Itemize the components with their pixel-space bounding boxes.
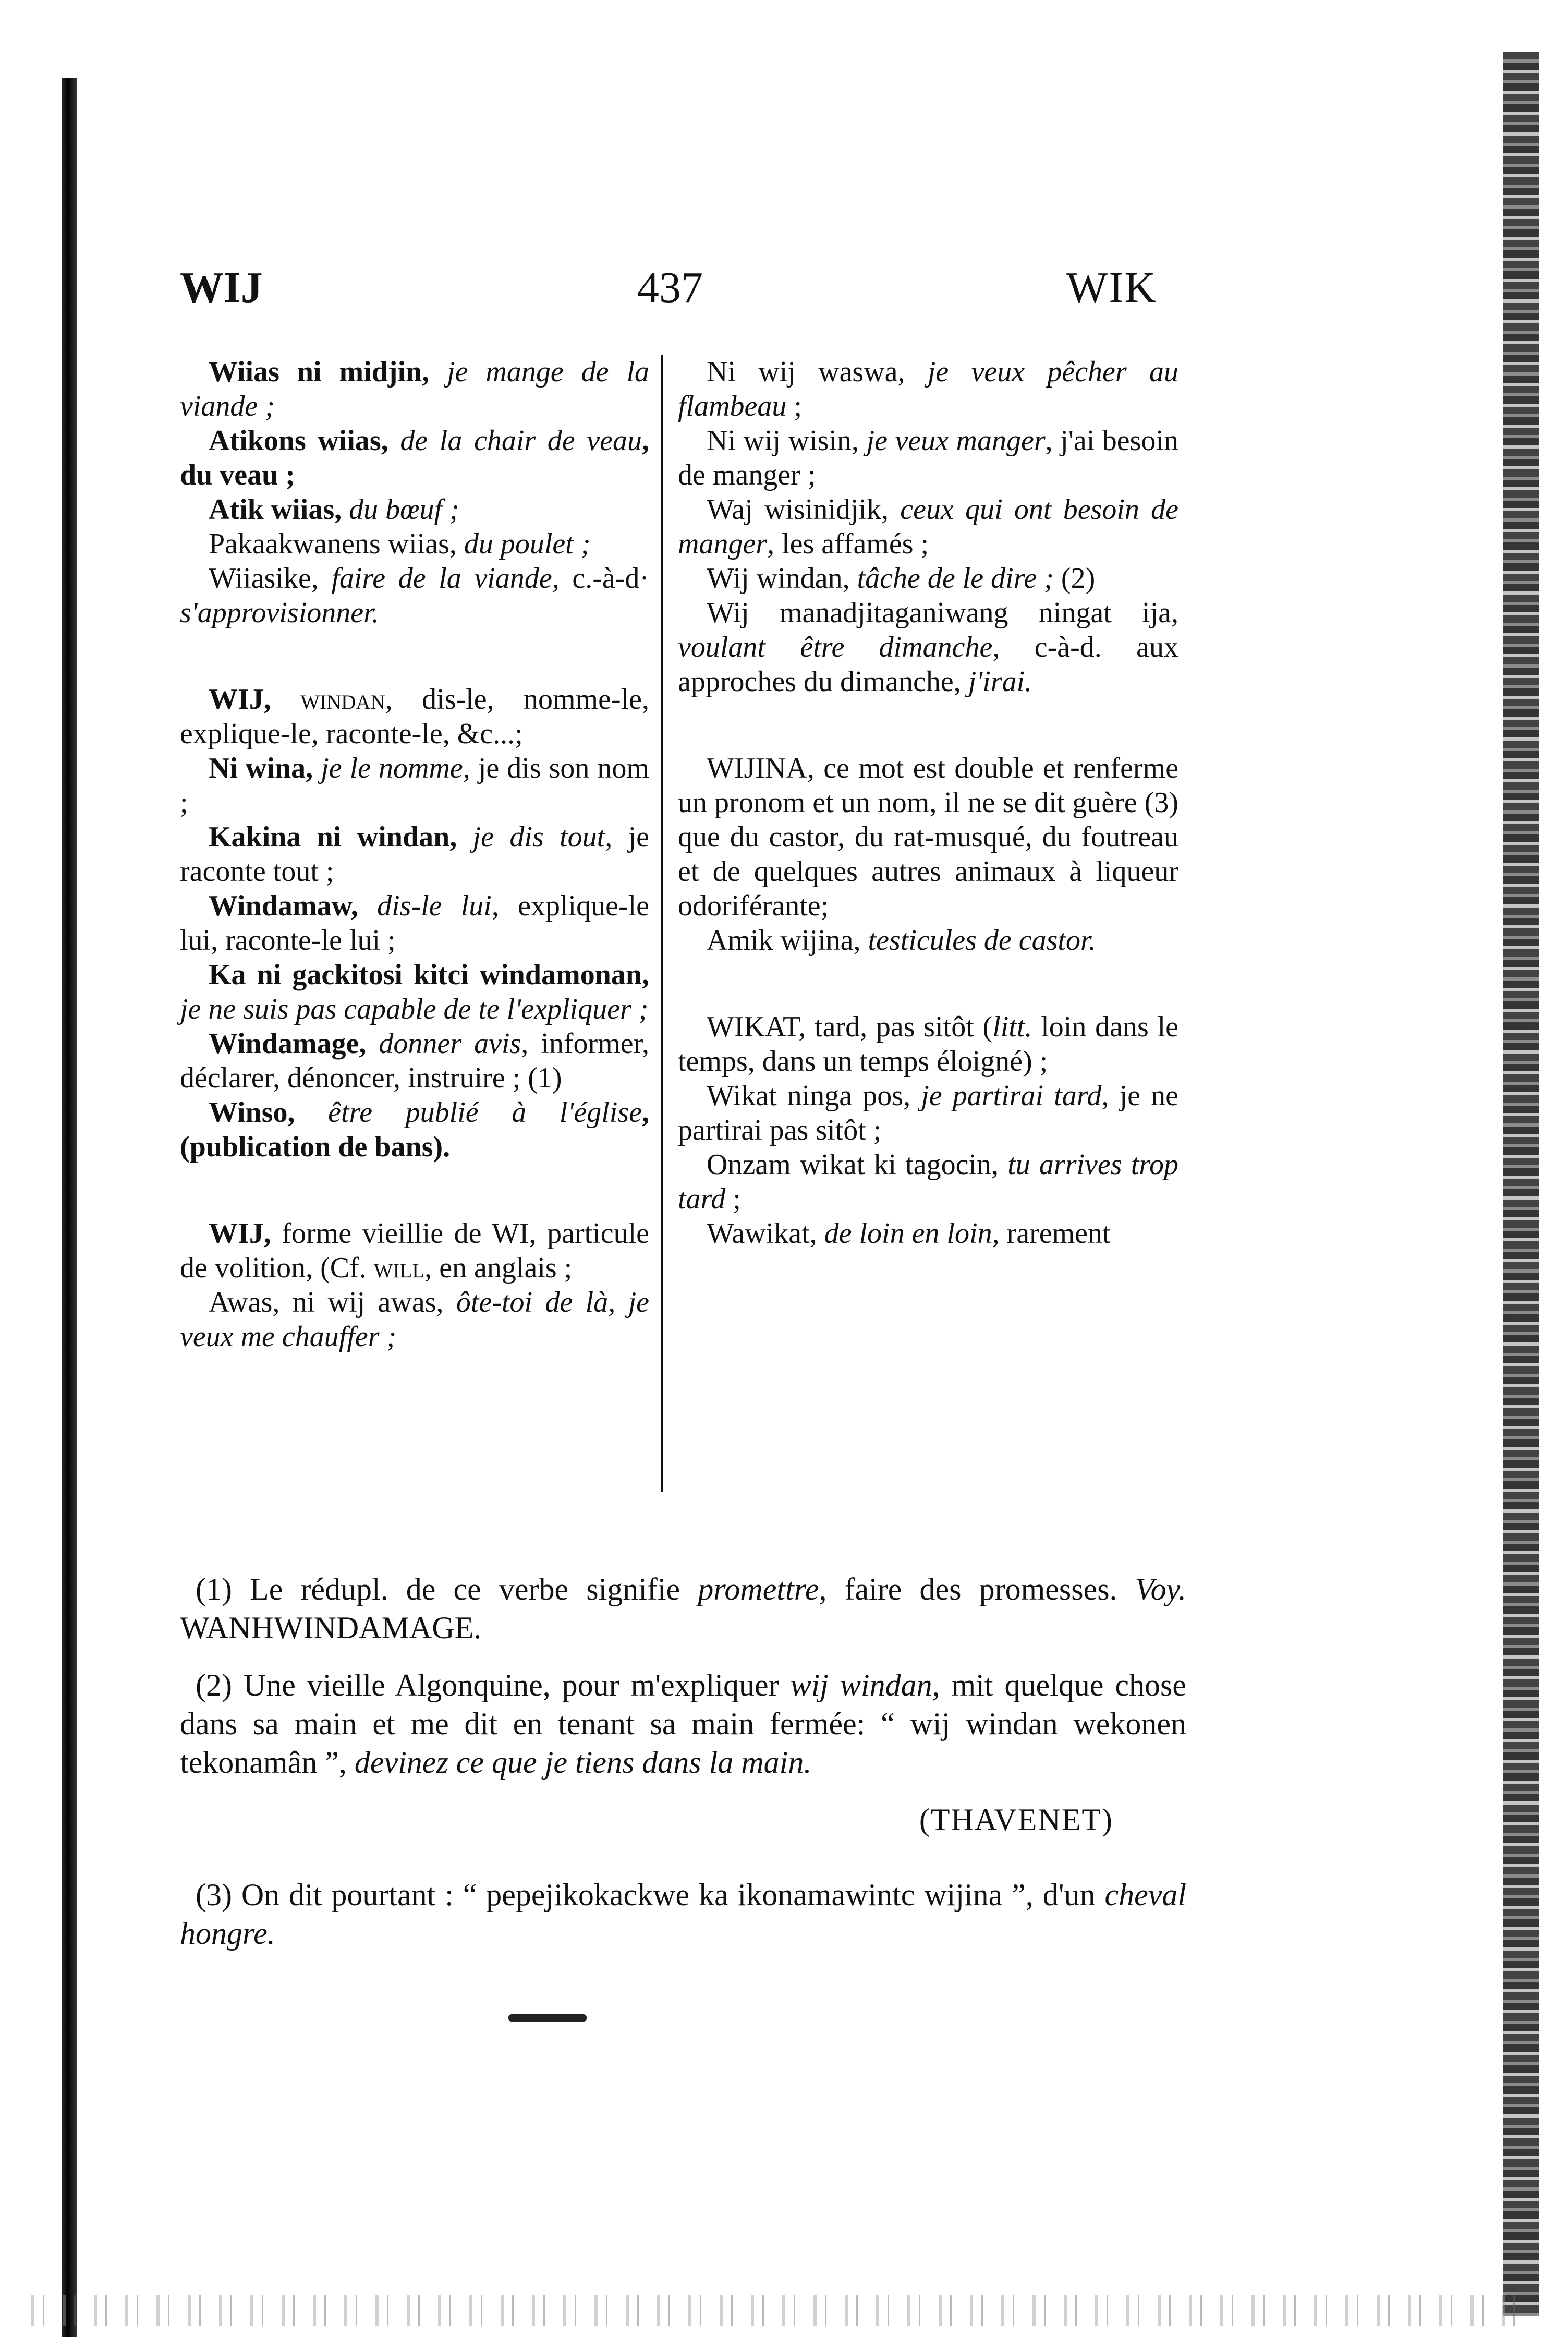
text-run: WIJINA, ce mot est double et renferme un pronom et un nom, il ne se dit guère (3) que du castor, du rat-musqué, du foutreau et de quelques autres animaux à liqueur odoriférante; [678,752,1178,922]
text-run: , je raconte tout ; [180,821,650,888]
text-run: , c.-à-d· [552,562,650,595]
text-run: tâche de le dire ; [857,562,1054,595]
text-run: Kakina ni windan, [209,821,473,853]
scan-border-left [62,78,77,2337]
dictionary-entry [180,1285,649,1354]
text-run: voulant être dimanche [678,631,993,663]
dictionary-entry [180,751,649,820]
text-run: je dis tout [472,821,605,853]
dictionary-entry [180,889,649,958]
text-run: (2) Une vieille Algonquine, pour m'expliquer [196,1668,791,1702]
text-run: Awas, ni wij awas, [209,1286,456,1318]
footnotes [180,1570,1186,1971]
text-run: Windamage, [209,1027,379,1060]
text-run: windan [300,683,385,716]
text-run: Ni wij wisin, [707,425,867,457]
text-run: , c-à-d. aux approches du dimanche, [678,631,1178,698]
text-run: je le nomme [321,752,463,784]
text-run: Wawikat, [707,1217,824,1250]
text-run: Ni wina, [209,752,321,784]
text-run: du bœuf ; [349,493,459,526]
dictionary-entry [678,1010,1178,1079]
entry-gap [678,699,1178,751]
text-run: , du veau ; [180,425,649,491]
right-column [678,355,1178,1251]
text-run: Wikat ninga pos, [707,1080,921,1112]
text-run: , faire des promesses. [819,1572,1135,1606]
text-run: , j'ai besoin de manger ; [678,425,1178,491]
text-run: s'approvisionner. [180,597,379,629]
text-run: j'irai. [968,666,1032,698]
text-run: je partirai tard [921,1080,1102,1112]
text-run: je ne suis pas capable de te l'expliquer ; [180,993,649,1025]
text-run: je veux pêcher au flambeau [678,356,1178,422]
text-run: ; [786,390,802,422]
text-run: wij windan [790,1668,932,1702]
entry-gap [180,1164,649,1216]
dictionary-entry [678,1079,1178,1147]
end-ornament [508,2014,587,2022]
dictionary-entry [678,561,1178,596]
text-run: être publié à l'église [328,1096,642,1129]
text-run: testicules de castor. [868,924,1096,957]
dictionary-entry [180,492,649,527]
dictionary-entry [678,751,1178,923]
running-head-right: WIK [1066,263,1157,312]
text-run: , je ne partirai pas sitôt ; [678,1080,1178,1146]
text-run: WIKAT, tard, pas sitôt ( [707,1011,993,1043]
text-run: Windamaw, [209,890,378,922]
text-run: (1) Le rédupl. de ce verbe signifie [196,1572,698,1606]
dictionary-entry [180,1026,649,1095]
text-run: Ka ni gackitosi kitci windamonan, [209,959,649,991]
text-run: devinez ce que je tiens dans la main. [354,1745,812,1780]
page-number: 437 [637,263,703,312]
text-run: , je dis son nom ; [180,752,649,819]
text-run: du poulet ; [464,528,591,560]
dictionary-entry [180,1216,649,1285]
text-run: , les affamés ; [767,528,929,560]
text-run: faire de la viande [331,562,552,595]
text-run: promettre [698,1572,819,1606]
dictionary-entry [678,355,1178,424]
text-run: litt. [992,1011,1032,1043]
text-run: WIJ, [209,683,301,716]
text-run: , rarement [992,1217,1111,1250]
text-run: will [373,1252,425,1284]
scan-noise-bottom [31,2295,1533,2326]
dictionary-entry [180,561,649,630]
text-run: , en anglais ; [424,1252,573,1284]
dictionary-entry [678,596,1178,699]
dictionary-entry [180,820,649,889]
dictionary-entry [678,492,1178,561]
text-run: dis-le lui [377,890,492,922]
dictionary-entry [678,1216,1178,1251]
text-run: donner avis [379,1027,521,1060]
text-run: tu arrives trop tard [678,1148,1179,1215]
text-run: Waj wisinidjik, [707,493,901,526]
text-run: WIJ, [209,1217,282,1250]
text-run: , dis-le, nomme-le, explique-le, raconte-le, &c...; [180,683,650,750]
text-run: ceux qui ont besoin de manger [678,493,1179,560]
text-run: Amik wijina, [707,924,868,957]
scan-border-right [1503,52,1539,2316]
text-run: , (publication de bans). [180,1096,649,1163]
column-divider [661,355,663,1492]
footnote [180,1876,1186,1953]
text-run: je veux manger [866,425,1046,457]
footnote [180,1666,1186,1782]
text-run: de la chair de veau [400,425,642,457]
text-run: (2) [1053,562,1096,595]
dictionary-entry [180,355,649,424]
footnote-signature: (THAVENET) [919,1802,1113,1837]
text-run: ; [725,1183,741,1215]
text-run: (3) On dit pourtant : “ pepejikokackwe ka ikonamawintc wijina ”, d'un [196,1878,1105,1912]
text-run: , explique-le lui, raconte-le lui ; [180,890,650,957]
text-run: Winso, [209,1096,329,1129]
text-run: Wij windan, [707,562,857,595]
dictionary-entry [678,1147,1178,1216]
text-run: Wiiasike, [209,562,332,595]
text-run: je mange de la viande ; [180,356,649,422]
footnote [180,1570,1186,1647]
text-run: forme vieillie de WI, particule de volition, (Cf. [180,1217,649,1284]
text-run: Onzam wikat ki tagocin, [707,1148,1008,1181]
text-run: Wij manadjitaganiwang ningat ija, [707,597,1178,629]
text-run: Voy. [1135,1572,1186,1606]
text-run: cheval hongre. [180,1878,1186,1951]
left-column [180,355,649,1354]
text-run: Ni wij waswa, [707,356,928,388]
text-run: de loin en loin [824,1217,992,1250]
running-head-left: WIJ [180,263,263,312]
text-run: Atik wiias, [209,493,349,526]
text-run: WANHWINDAMAGE. [180,1611,482,1645]
dictionary-entry [180,527,649,561]
dictionary-entry [678,424,1178,492]
entry-gap [678,958,1178,1010]
text-run: , mit quelque chose dans sa main et me dit en tenant sa main fermée: “ wij windan wekonen tekonamân ”, [180,1668,1186,1780]
dictionary-entry [678,923,1178,958]
entry-gap [180,630,649,682]
dictionary-entry [180,958,649,1026]
text-run: , informer, déclarer, dénoncer, instruire ; (1) [180,1027,650,1094]
text-run: Wiias ni midjin, [209,356,447,388]
text-run: ôte-toi de là, je veux me chauffer ; [180,1286,649,1353]
text-run: Pakaakwanens wiias, [209,528,464,560]
dictionary-entry [180,682,649,751]
dictionary-entry [180,1095,649,1164]
text-run: loin dans le temps, dans un temps éloigné) ; [678,1011,1178,1078]
dictionary-entry [180,424,649,492]
text-run: Atikons wiias, [209,425,400,457]
